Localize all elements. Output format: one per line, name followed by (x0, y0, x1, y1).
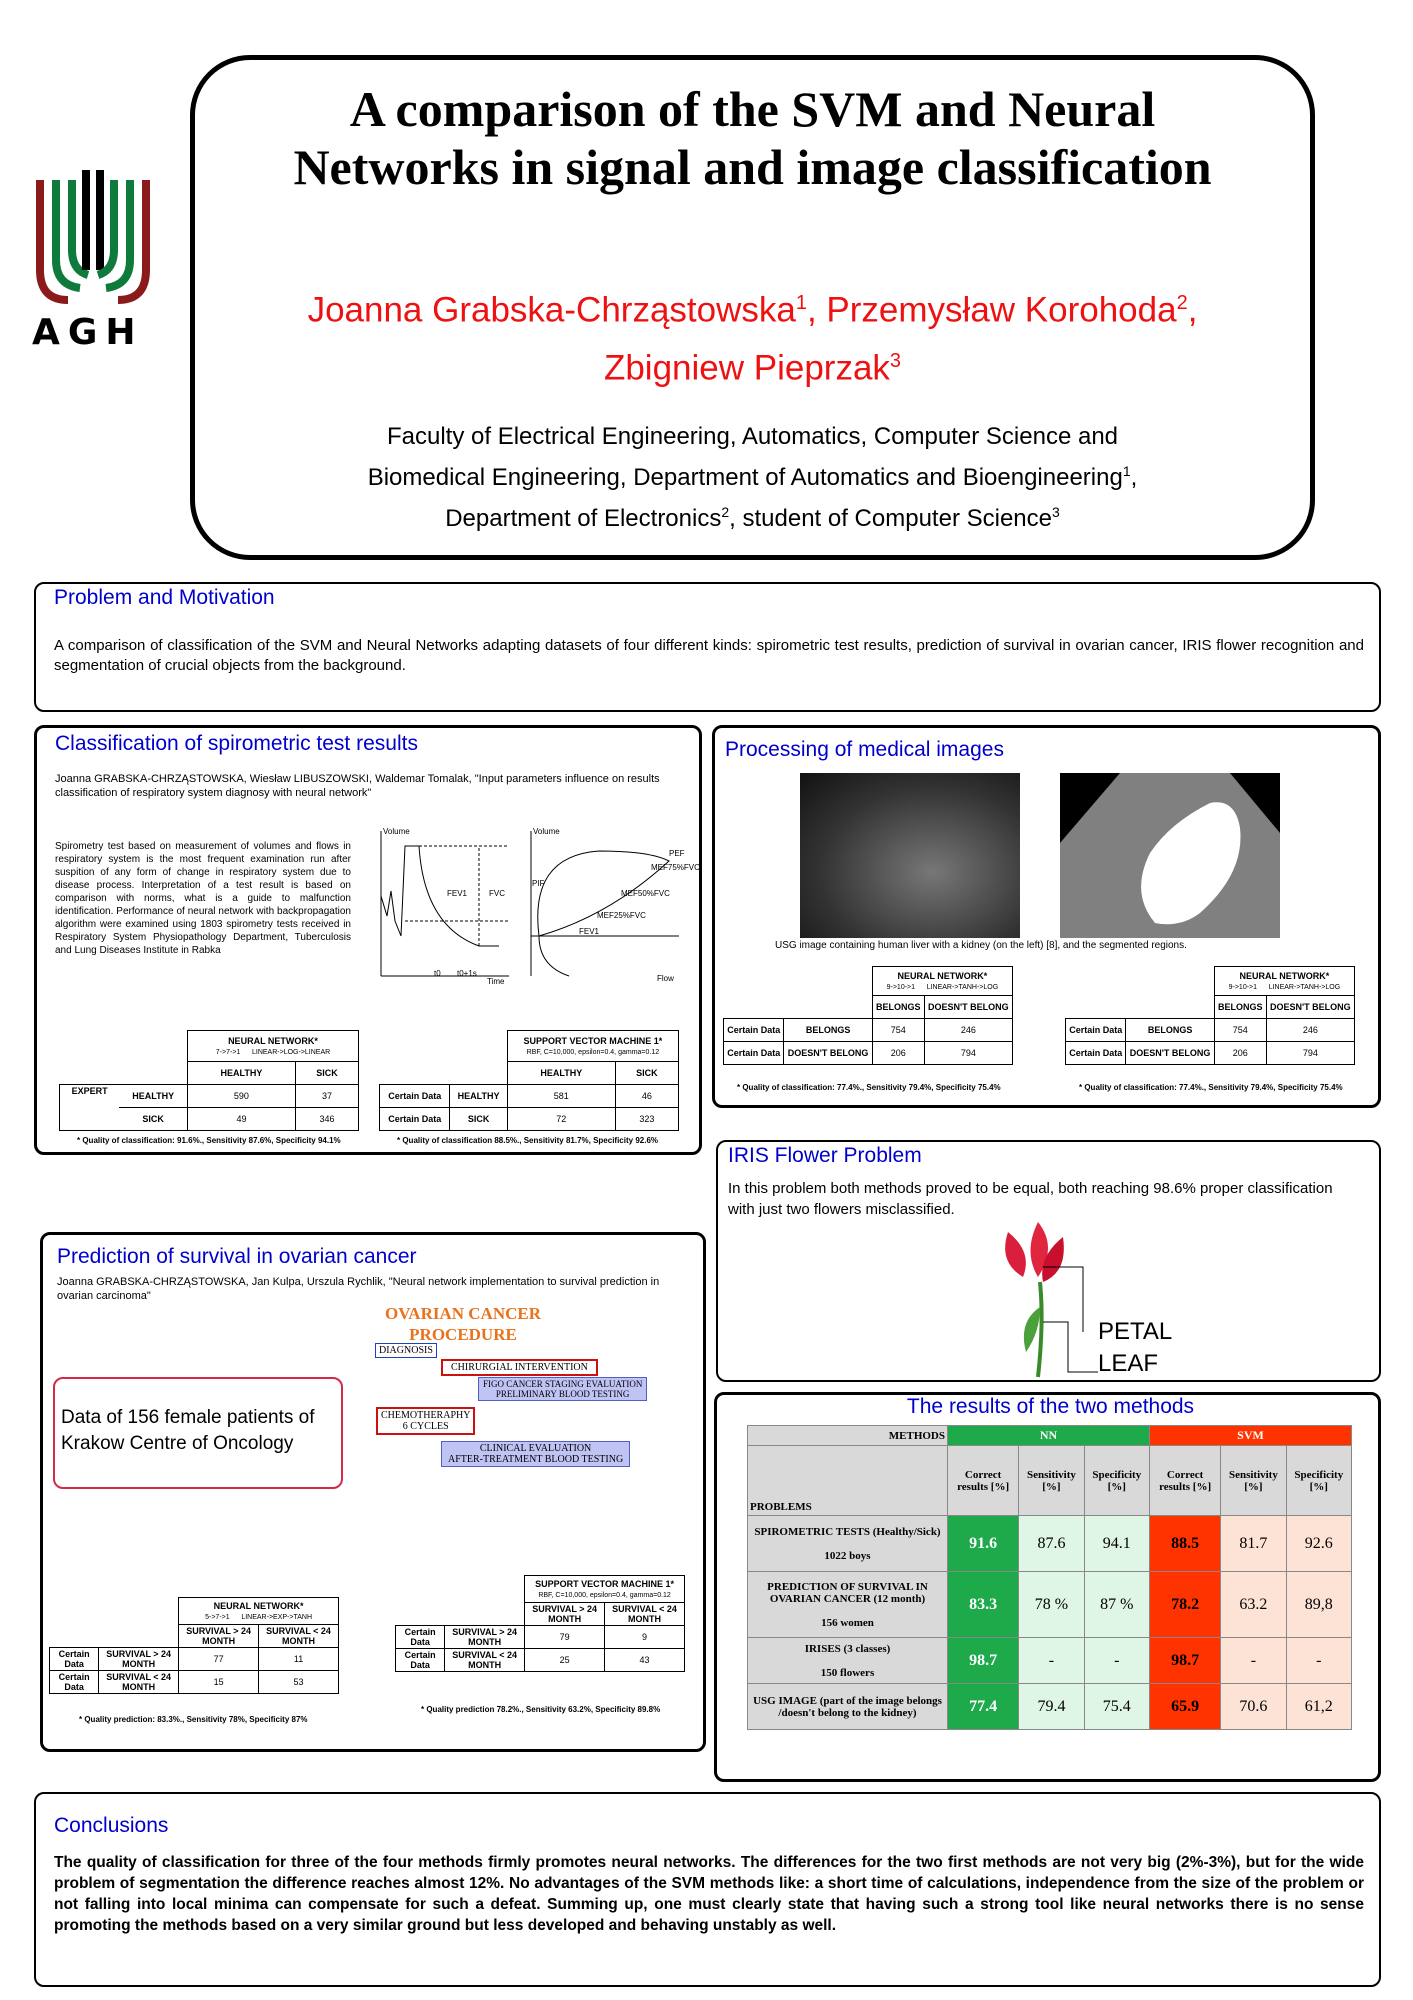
conclusions-heading: Conclusions (54, 1814, 169, 1837)
ovarian-nn-footnote: * Quality prediction: 83.3%., Sensitivity 78%, Specificity 87% (79, 1715, 308, 1724)
svg-text:Time: Time (487, 977, 505, 986)
author-2: Przemysław Korohoda (826, 290, 1177, 330)
spiro-svm-footnote: * Quality of classification 88.5%., Sensitivity 81.7%, Specificity 92.6% (397, 1136, 658, 1145)
svg-text:Volume: Volume (533, 827, 560, 836)
ovarian-svm-table: SUPPORT VECTOR MACHINE 1* RBF, C=10,000, epsilon=0.4, gamma=0.12 SURVIVAL > 24 MONTH SURVIVAL < 24 MONTH Certain Data SURVIVAL > 24 MONTH 79 9 Certain Data SURVIVAL < 24 MONTH 25 43 (395, 1575, 685, 1672)
results-table: METHODS NN SVM PROBLEMS Correct results [%] Sensitivity [%] Specificity [%] Correct results [%] Sensitivity [%] Specificity [%] SPIROMETRIC TESTS (Healthy/Sick) 1022 boys 91.6 87.6 94.1 88.5 81.7 92.6 PREDICTION OF SURVIVAL IN OVARIAN CANCER (12 month) 156 women 83.3 78 % 87 % 78.2 63.2 89,8 IRISES (3 classes) 150 flowers 98.7 - - 98.7 - - USG IMAGE (part of the image belongs /doesn't belong to the kidney) 77.4 79.4 75.4 65.9 70.6 61,2 (747, 1425, 1352, 1730)
step-clinical: CLINICAL EVALUATION AFTER-TREATMENT BLOOD TESTING (441, 1441, 630, 1467)
iris-heading: IRIS Flower Problem (728, 1144, 922, 1167)
step-figo: FIGO CANCER STAGING EVALUATION PRELIMINARY BLOOD TESTING (478, 1377, 647, 1401)
svg-text:MEF25%FVC: MEF25%FVC (597, 911, 646, 920)
svg-text:FEV1: FEV1 (447, 889, 468, 898)
medical-section (712, 725, 1381, 1108)
usg-image (800, 773, 1020, 938)
spirometry-diagram (369, 826, 700, 986)
spiro-heading: Classification of spirometric test results (55, 732, 418, 755)
ovarian-reference: Joanna GRABSKA-CHRZĄSTOWSKA, Jan Kulpa, Urszula Rychlik, "Neural network implementation to survival prediction in ovarian carcinoma" (57, 1276, 660, 1302)
conclusions-section (34, 1792, 1381, 1987)
step-chemo: CHEMOTHERAPHY 6 CYCLES (376, 1407, 475, 1435)
author-3: Zbigniew Pieprzak (603, 348, 890, 388)
svg-text:Flow: Flow (657, 974, 674, 983)
medical-heading: Processing of medical images (725, 738, 1004, 761)
leaf-label: LEAF (1098, 1350, 1159, 1377)
data-box: Data of 156 female patients of Krakow Centre of Oncology (53, 1377, 343, 1489)
spiro-nn-footnote: * Quality of classification: 91.6%., Sensitivity 87.6%, Specificity 94.1% (77, 1136, 341, 1145)
poster-title: A comparison of the SVM and Neural Networks in signal and image classification (293, 81, 1212, 195)
spiro-nn-table: NEURAL NETWORK* 7->7->1 LINEAR->LOG->LINEAR HEALTHY SICK EXPERT HEALTHY 590 37 SICK 49 346 (59, 1030, 359, 1131)
medical-caption: USG image containing human liver with a kidney (on the left) [8], and the segmented regions. (775, 940, 1187, 951)
ovarian-nn-table: NEURAL NETWORK* 5->7->1 LINEAR->EXP->TANH SURVIVAL > 24 MONTH SURVIVAL < 24 MONTH Certain Data SURVIVAL > 24 MONTH 77 11 Certain Data SURVIVAL < 24 MONTH 15 53 (49, 1597, 339, 1694)
author-1: Joanna Grabska-Chrząstowska (307, 290, 796, 330)
segmented-image (1060, 773, 1280, 938)
ovarian-svm-footnote: * Quality prediction 78.2%., Sensitivity 63.2%, Specificity 89.8% (421, 1705, 661, 1714)
problem-section (34, 582, 1381, 712)
svg-text:FEV1: FEV1 (579, 927, 600, 936)
conclusions-text: The quality of classification for three of the four methods firmly promotes neural networks. The differences for the two first methods are not very big (2%-3%), but for the wide problem of segmentation the difference reaches almost 12%. No advantages of the SVM methods like: a short time of calculations, independence from the size of the problem or not falling into local minima can compensate for such a defeat. Summing up, one must clearly state that having such a strong tool like neural networks there is no sense promoting the methods based on a very similar ground but less developed and behaving unstably as well. (54, 1854, 1364, 1934)
ovarian-heading: Prediction of survival in ovarian cancer (57, 1245, 417, 1268)
logo-text: AGH (32, 312, 144, 353)
svg-text:PEF: PEF (669, 849, 685, 858)
svg-text:MEF50%FVC: MEF50%FVC (621, 889, 670, 898)
affiliation: Faculty of Electrical Engineering, Automatics, Computer Science and Biomedical Engineering, Department of Automatics and Bioengineering$^1$, Department of Electronics$^2$, student of Computer Science$^3$ (367, 423, 1138, 532)
petal-label: PETAL (1098, 1318, 1173, 1345)
spiro-section (34, 725, 702, 1155)
problem-text: A comparison of classification of the SVM and Neural Networks adapting datasets of four different kinds: spirometric test results, prediction of survival in ovarian cancer, IRIS flower recognition and segmentation of crucial objects from the background. (54, 637, 1364, 674)
problem-heading: Problem and Motivation (54, 586, 275, 609)
svg-text:PIF: PIF (532, 879, 545, 888)
svg-text:t0+1s: t0+1s (457, 969, 477, 978)
authors: Joanna Grabska-Chrząstowska$^1$, Przemysław Korohoda$^2$, Zbigniew Pieprzak$^3$ (307, 290, 1198, 388)
header-box (190, 55, 1315, 560)
svg-text:MEF75%FVC: MEF75%FVC (651, 863, 700, 872)
results-section (714, 1392, 1381, 1782)
step-diagnosis: DIAGNOSIS (375, 1343, 437, 1358)
iris-callout-lines (1038, 1262, 1098, 1382)
medical-nn-table-2: NEURAL NETWORK* 9->10->1 LINEAR->TANH->LOG BELONGS DOESN'T BELONG Certain Data BELONGS 754 246 Certain Data DOESN'T BELONG 206 794 (1065, 966, 1355, 1065)
spiro-svm-table: SUPPORT VECTOR MACHINE 1* RBF, C=10,000, epsilon=0.4, gamma=0.12 HEALTHY SICK Certain Data HEALTHY 581 46 Certain Data SICK 72 323 (379, 1030, 679, 1131)
step-surgery: CHIRURGIAL INTERVENTION (441, 1359, 598, 1376)
medical-footnote-2: * Quality of classification: 77.4%., Sensitivity 79.4%, Specificity 75.4% (1079, 1083, 1343, 1092)
ovarian-section (40, 1232, 706, 1752)
svg-text:t0: t0 (434, 969, 441, 978)
iris-text: In this problem both methods proved to be equal, both reaching 98.6% proper classification with just two flowers misclassified. (728, 1180, 1333, 1218)
axis-volume: Volume (383, 827, 410, 836)
iris-section (716, 1140, 1381, 1382)
results-heading: The results of the two methods (906, 1395, 1195, 1418)
spiro-text: Spirometry test based on measurement of volumes and flows in respiratory system is the most frequent examination run after suspition of any form of change in respiratory system due to disease process. Interpretation of a test result is based on comparison with norms, what is a guide to malfunction identification. Performance of neural network with backpropagation algorithm were examined using 1803 spirometry tests received in Respiratory System Physiopathology Department, Tuberculosis and Lung Diseases Institute in Rabka (55, 841, 351, 956)
procedure-title: OVARIAN CANCER PROCEDURE (384, 1304, 541, 1344)
medical-footnote-1: * Quality of classification: 77.4%., Sensitivity 79.4%, Specificity 75.4% (737, 1083, 1001, 1092)
spiro-reference: Joanna GRABSKA-CHRZĄSTOWSKA, Wiesław LIBUSZOWSKI, Waldemar Tomalak, "Input parameters influence on results classification of respiratory system diagnosy with neural network" (55, 773, 660, 799)
svg-text:FVC: FVC (489, 889, 505, 898)
agh-logo (28, 150, 158, 360)
medical-nn-table-1: NEURAL NETWORK* 9->10->1 LINEAR->TANH->LOG BELONGS DOESN'T BELONG Certain Data BELONGS 754 246 Certain Data DOESN'T BELONG 206 794 (723, 966, 1013, 1065)
